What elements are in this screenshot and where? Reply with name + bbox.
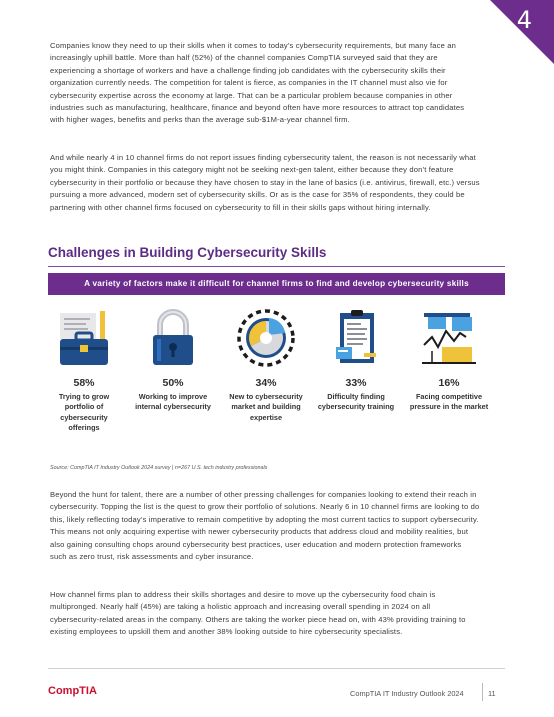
- stat-label: Facing competitive pressure in the market: [409, 392, 489, 412]
- page-number: 11: [488, 689, 496, 698]
- comptia-logo: [48, 683, 98, 697]
- stat-percent: 33%: [345, 377, 367, 389]
- source-note: Source: CompTIA IT Industry Outlook 2024 survey | n=267 U.S. tech industry professionals: [50, 465, 268, 471]
- svg-text:CompTIA: CompTIA: [48, 685, 97, 697]
- target-chart-icon: [235, 307, 297, 369]
- stat-item-competition: [409, 307, 489, 413]
- stat-label: Difficulty finding cybersecurity training: [317, 392, 395, 412]
- stat-percent: 58%: [73, 377, 95, 389]
- stat-label: New to cybersecurity market and building expertise: [229, 392, 303, 422]
- stat-percent: 16%: [438, 377, 460, 389]
- footer-divider: [48, 668, 505, 669]
- body-paragraph-2: How channel firms plan to address their skills shortages and desire to move up the cybersecurity food chain is multipronged. Nearly half (45%) are taking a holistic approach and increasing overall spending in 2024 on all cybersecurity-related areas in the company. Others are taking the worker piece head on, with 43% providing training to existing employees to upskill them and another 38% looking outside to hire cybersecurity specialists.: [50, 590, 466, 637]
- infographic-banner: A variety of factors make it difficult for channel firms to find and develop cybersecurity skills: [48, 273, 505, 295]
- heading-divider: [48, 266, 505, 267]
- stat-percent: 34%: [255, 377, 277, 389]
- stat-item-internal-security: [133, 307, 213, 413]
- padlock-icon: [143, 307, 203, 369]
- intro-paragraph-1: Companies know they need to up their skills when it comes to today’s cybersecurity requirements, but many face an increasingly uphill battle. More than half (52%) of the channel companies CompTIA surveyed said that they are experiencing a shortage of workers and have a challenge finding job candidates with the cybersecurity skills their organization currently needs. The competition for talent is fierce, as companies in the IT channel must also vie for cybersecurity expertise across the economy at large. That can be a particular problem because companies in other industries such as manufacturing, healthcare, finance and beyond often have more resources to attract top candidates with higher wages, benefits and perks than the average sub-$1M-a-year channel firm.: [50, 41, 465, 125]
- intro-paragraph-2: And while nearly 4 in 10 channel firms do not report issues finding cybersecurity talent, the reason is not necessarily what you might think. Companies in this category might not be seeking next-gen talent, either because they don’t feature cybersecurity in their portfolio or because they have chosen to stay in the lane of basics (i.e. antivirus, firewall, etc.) versus pursuing a more advanced, modern set of cybersecurity skills. Or as is the case for 35% of respondents, they could be partnering with other channel firms focused on cybersecurity to fill in their skills gaps without hiring internally.: [50, 153, 480, 212]
- stat-item-portfolio: [44, 307, 124, 434]
- stat-item-training: [316, 307, 396, 413]
- trend-chart-icon: [418, 307, 480, 369]
- stat-label: Trying to grow portfolio of cybersecurity offerings: [58, 392, 110, 433]
- body-paragraph-1: Beyond the hunt for talent, there are a number of other pressing challenges for companies looking to extend their reach in cybersecurity. Topping the list is the quest to grow their portfolio of solutions. Nearly 6 in 10 channel firms are looking to do this, likely reflecting today’s imperative to remain competitive by adopting the most current tactics to support cybersecurity. This means not only acquiring expertise with newer cybersecurity products that address cloud and mobility realities, but also gaining consulting chops around cybersecurity best practices, user education and modern protection frameworks such as zero trust, risk assessments and cyber insurance.: [50, 490, 480, 562]
- clipboard-icon: [326, 307, 386, 369]
- stat-percent: 50%: [162, 377, 184, 389]
- footer-separator: [482, 683, 483, 701]
- section-heading: Challenges in Building Cybersecurity Skills: [48, 245, 327, 260]
- briefcase-icon: [54, 307, 114, 369]
- chapter-number: 4: [516, 6, 532, 34]
- stat-label: Working to improve internal cybersecurity: [135, 392, 211, 412]
- stat-item-new-market: [226, 307, 306, 423]
- footer-title: CompTIA IT Industry Outlook 2024: [350, 689, 464, 698]
